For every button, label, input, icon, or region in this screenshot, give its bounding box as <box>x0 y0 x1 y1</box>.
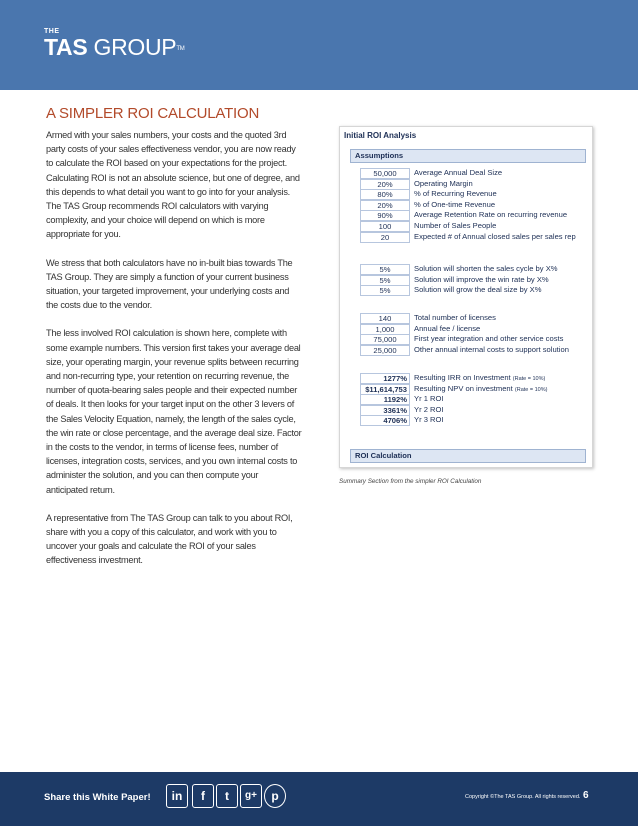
table-row <box>350 275 586 286</box>
result-cell: $11,614,753 <box>360 384 410 395</box>
result-label: Resulting IRR on Investment <box>414 373 511 382</box>
assumptions-section <box>350 149 586 242</box>
table-row <box>350 313 586 324</box>
result-label: Resulting NPV on investment <box>414 383 513 393</box>
facebook-icon[interactable]: f <box>192 784 214 808</box>
row-label: % of Recurring Revenue <box>414 189 497 199</box>
table-row <box>350 210 586 221</box>
row-label: Yr 2 ROI <box>414 404 444 414</box>
table-row <box>350 345 586 356</box>
row-label: Solution will shorten the sales cycle by X% <box>414 264 558 273</box>
page-number: 6 <box>583 790 589 801</box>
value-cell: 5% <box>360 264 410 275</box>
value-cell: 75,000 <box>360 334 410 345</box>
table-row <box>350 384 586 395</box>
result-cell: 3361% <box>360 405 410 416</box>
row-label: Expected # of Annual closed sales per sales rep <box>414 231 576 241</box>
value-cell: 20% <box>360 179 410 190</box>
logo-the: THE <box>44 28 60 35</box>
roi-figure-title: Initial ROI Analysis <box>344 131 417 140</box>
figure-caption: Summary Section from the simpler ROI Calculation <box>339 478 482 485</box>
table-row <box>350 221 586 232</box>
table-row <box>350 415 586 426</box>
paragraph: A representative from The TAS Group can talk to you about ROI, share with you a copy of this calculator, and work with you to uncover your goals and calculate the ROI of your sales effectiveness investment. <box>46 512 293 566</box>
tas-group-logo[interactable] <box>44 28 184 59</box>
result-cell: 1192% <box>360 394 410 405</box>
twitter-icon[interactable]: t <box>216 784 238 808</box>
table-row <box>350 405 586 416</box>
row-label: Annual fee / license <box>414 323 481 333</box>
row-label: Operating Margin <box>414 178 473 188</box>
row-label: % of One-time Revenue <box>414 199 496 209</box>
logo-tm: TM <box>176 46 185 52</box>
value-cell: 20% <box>360 200 410 211</box>
table-row <box>350 373 586 384</box>
google-plus-icon[interactable]: g+ <box>240 784 262 808</box>
logo-group: GROUP <box>87 34 177 60</box>
table-row <box>350 394 586 405</box>
roi-analysis-figure <box>339 126 593 468</box>
paragraph: The less involved ROI calculation is shown here, complete with some example numbers. This version first takes your average deal size, your operating margin, your revenue splits between recurring and non-recurring type, your retention on recurring revenue, the number of quota-bearing sales people and their expected number of deals. It then looks for your target input on the other 3 levers of the Sales Velocity Equation, namely, the length of the sales cycle, the win rate or close percentage, and the average deal size. Factor in the costs to the vendor, in terms of license fees, number of licenses, integration costs, services, and you own internal costs to administer the solution, and you can then compute your anticipated return. <box>46 328 302 495</box>
value-cell: 100 <box>360 221 410 232</box>
result-cell: 4706% <box>360 415 410 426</box>
value-cell: 1,000 <box>360 324 410 335</box>
paragraph: We stress that both calculators have no in-built bias towards The TAS Group. They are simply a function of your current business situation, your targeted improvement, your underlying costs and the costs due to the vendor. <box>46 257 293 311</box>
table-row <box>350 179 586 190</box>
rate-note: (Rate = 10%) <box>512 376 546 382</box>
linkedin-icon[interactable]: in <box>166 784 188 808</box>
row-label: Average Annual Deal Size <box>414 168 503 177</box>
pinterest-icon[interactable]: p <box>264 784 286 808</box>
row-label: Solution will grow the deal size by X% <box>414 285 542 295</box>
row-label: Average Retention Rate on recurring revenue <box>414 210 568 220</box>
value-cell: 25,000 <box>360 345 410 356</box>
row-label: Other annual internal costs to support solution <box>414 344 569 354</box>
table-row <box>350 264 586 275</box>
levers-section <box>350 264 586 296</box>
row-label: First year integration and other service costs <box>414 334 564 344</box>
value-cell: 5% <box>360 275 410 286</box>
table-row <box>350 200 586 211</box>
costs-section <box>350 313 586 355</box>
value-cell: 20 <box>360 232 410 243</box>
row-label: Total number of licenses <box>414 313 496 322</box>
result-cell: 1277% <box>360 373 410 384</box>
roi-calculation-section <box>350 449 586 463</box>
assumptions-header: Assumptions <box>350 149 586 163</box>
results-section <box>350 373 586 426</box>
value-cell: 140 <box>360 313 410 324</box>
share-label: Share this White Paper! <box>44 792 151 803</box>
table-row <box>350 285 586 296</box>
section-title: A SIMPLER ROI CALCULATION <box>46 105 260 122</box>
table-row <box>350 189 586 200</box>
row-label: Yr 3 ROI <box>414 415 444 425</box>
header-band <box>0 0 638 90</box>
table-row <box>350 232 586 243</box>
table-row <box>350 334 586 345</box>
rate-note: (Rate = 10%) <box>514 386 548 393</box>
body-text <box>46 128 302 582</box>
row-label: Number of Sales People <box>414 220 497 230</box>
value-cell: 90% <box>360 210 410 221</box>
value-cell: 50,000 <box>360 168 410 179</box>
logo-tas: TAS <box>44 34 88 60</box>
paragraph: Armed with your sales numbers, your costs and the quoted 3rd party costs of your sales effectiveness vendor, you are now ready to calculate the ROI based on your expectations for the project. Calculating ROI is not an absolute science, but one of degree, and this depends to what detail you want to go into for your analysis. The TAS Group recommends ROI calculators with varying complexity, and your choice will depend on which is more appropriate for you. <box>46 130 300 240</box>
copyright-text: Copyright ©The TAS Group. All rights reserved. <box>465 794 581 800</box>
table-row <box>350 168 586 179</box>
row-label: Solution will improve the win rate by X% <box>414 274 549 284</box>
row-label: Yr 1 ROI <box>414 394 444 404</box>
value-cell: 80% <box>360 189 410 200</box>
value-cell: 5% <box>360 285 410 296</box>
roi-calculation-header: ROI Calculation <box>350 449 586 463</box>
footer-band <box>0 772 638 826</box>
table-row <box>350 324 586 335</box>
